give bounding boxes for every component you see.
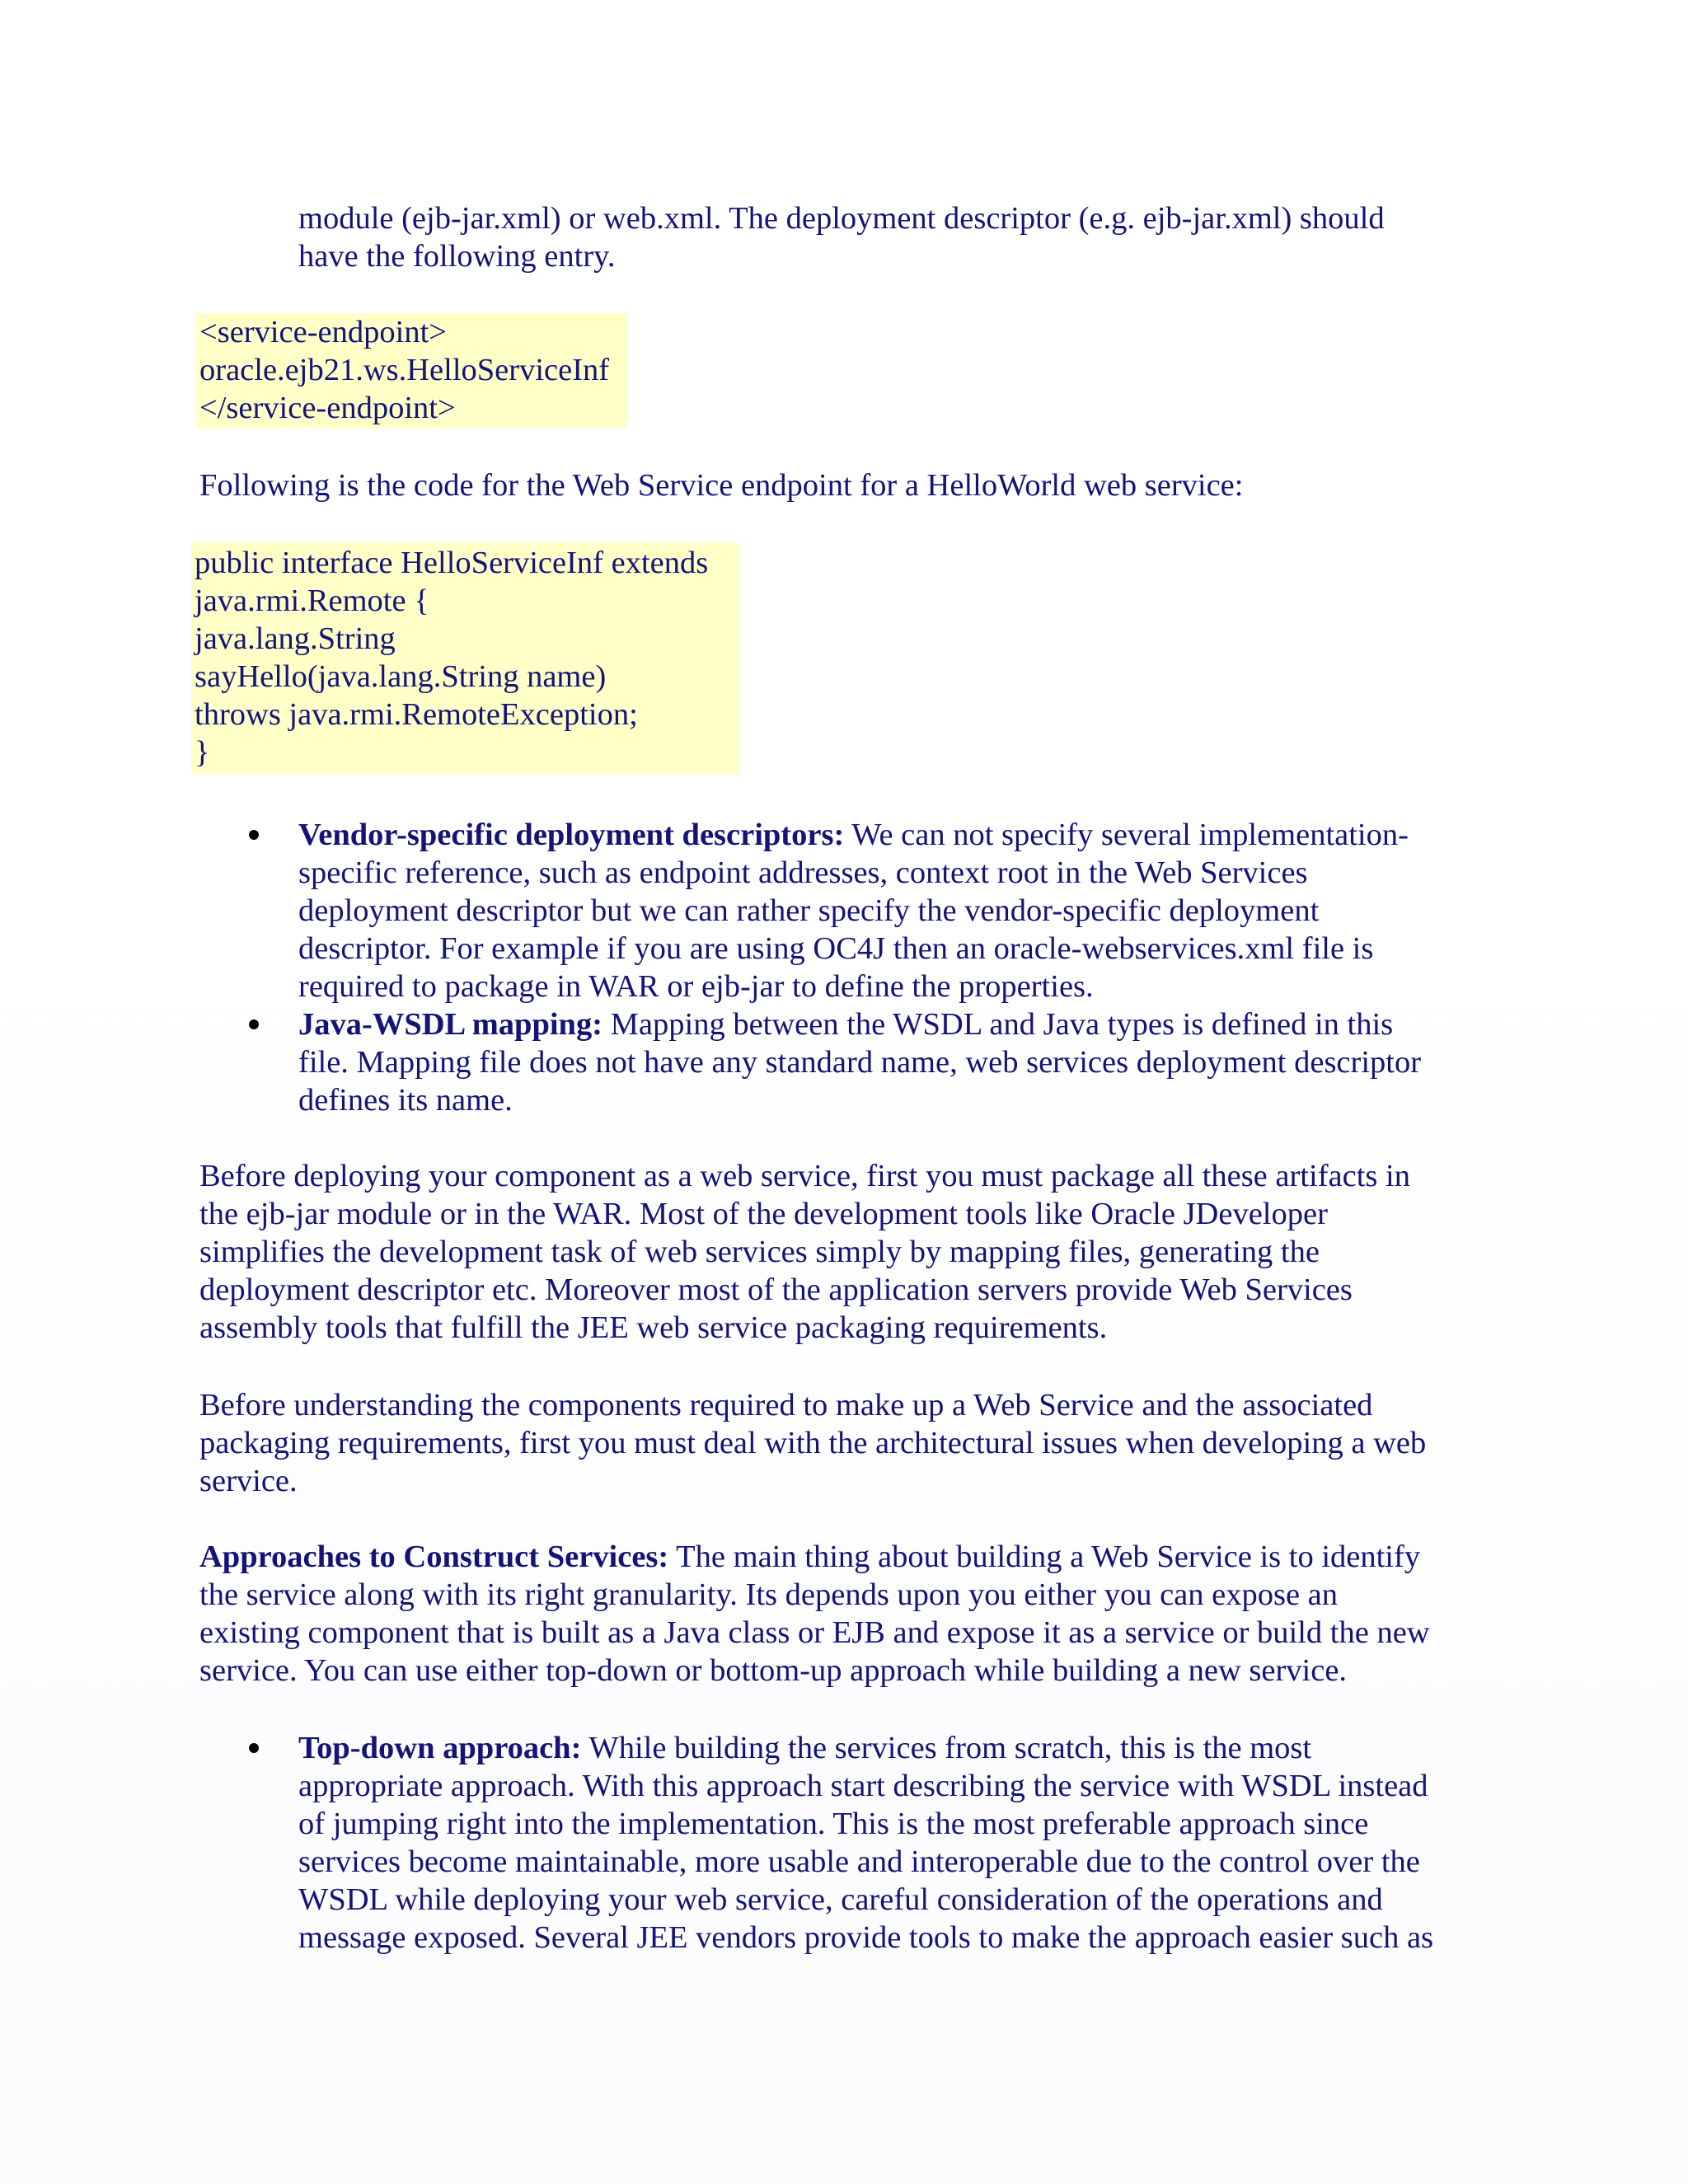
code-line: throws java.rmi.RemoteException; <box>195 697 638 732</box>
paragraph-line: deployment descriptor etc. Moreover most of the application servers provide Web Services <box>199 1272 1353 1307</box>
code-line: oracle.ejb21.ws.HelloServiceInf <box>199 353 610 387</box>
bullet-term: Top-down approach: <box>298 1731 582 1765</box>
bullet-first-line <box>298 816 1409 854</box>
paragraph-following: Following is the code for the Web Service endpoint for a HelloWorld web service: <box>199 468 1244 503</box>
code-line: <service-endpoint> <box>199 315 447 349</box>
bullet-line: deployment descriptor but we can rather specify the vendor-specific deployment <box>298 893 1320 928</box>
bullet-text: We can not specify several implementation- <box>844 818 1409 852</box>
paragraph-text: The main thing about building a Web Service is to identify <box>668 1540 1421 1574</box>
bullet-term: Vendor-specific deployment descriptors: <box>298 818 845 852</box>
bullet-line: descriptor. For example if you are using OC4J then an oracle-webservices.xml file is <box>298 931 1374 966</box>
bullet-line: appropriate approach. With this approach start describing the service with WSDL instead <box>298 1769 1428 1803</box>
bullet-line: required to package in WAR or ejb-jar to define the properties. <box>298 969 1094 1004</box>
bullet-line: of jumping right into the implementation. This is the most preferable approach since <box>298 1807 1369 1841</box>
paragraph-term: Approaches to Construct Services: <box>199 1540 669 1574</box>
bullet-text: Mapping between the WSDL and Java types is defined in this <box>603 1007 1394 1042</box>
code-line: } <box>195 735 210 770</box>
paragraph-line: Before understanding the components required to make up a Web Service and the associated <box>199 1388 1373 1422</box>
paragraph-line: service. <box>199 1464 298 1498</box>
bullet-icon <box>249 1019 259 1029</box>
code-line: </service-endpoint> <box>199 391 456 425</box>
intro-line: have the following entry. <box>298 239 616 274</box>
bullet-first-line <box>298 1005 1393 1043</box>
paragraph-line: Before deploying your component as a web service, first you must package all these artifacts in <box>199 1159 1410 1193</box>
bullet-term: Java-WSDL mapping: <box>298 1007 603 1042</box>
paragraph-line: service. You can use either top-down or bottom-up approach while building a new service. <box>199 1653 1348 1688</box>
bullet-text: While building the services from scratch, this is the most <box>581 1731 1312 1765</box>
bullet-line: file. Mapping file does not have any standard name, web services deployment descriptor <box>298 1045 1422 1080</box>
bullet-line: message exposed. Several JEE vendors provide tools to make the approach easier such as <box>298 1920 1434 1955</box>
paragraph-first-line <box>199 1538 1420 1576</box>
bullet-icon <box>249 830 259 840</box>
code-line: public interface HelloServiceInf extends <box>195 546 709 580</box>
intro-line: module (ejb-jar.xml) or web.xml. The deployment descriptor (e.g. ejb-jar.xml) should <box>298 201 1385 236</box>
paragraph-line: assembly tools that fulfill the JEE web service packaging requirements. <box>199 1310 1108 1345</box>
bullet-line: services become maintainable, more usable and interoperable due to the control over the <box>298 1844 1420 1879</box>
paragraph-line: simplifies the development task of web services simply by mapping files, generating the <box>199 1235 1320 1269</box>
paragraph-line: the service along with its right granularity. Its depends upon you either you can expose an <box>199 1577 1338 1612</box>
code-line: java.lang.String <box>195 621 396 656</box>
bullet-first-line <box>298 1729 1311 1767</box>
bullet-icon <box>249 1743 259 1753</box>
code-line: java.rmi.Remote { <box>195 583 429 618</box>
bullet-line: WSDL while deploying your web service, careful consideration of the operations and <box>298 1882 1383 1917</box>
code-line: sayHello(java.lang.String name) <box>195 659 607 694</box>
paragraph-line: existing component that is built as a Java class or EJB and expose it as a service or build the new <box>199 1615 1430 1650</box>
bullet-line: specific reference, such as endpoint addresses, context root in the Web Services <box>298 855 1308 890</box>
bullet-line: defines its name. <box>298 1083 513 1118</box>
paragraph-line: the ejb-jar module or in the WAR. Most of the development tools like Oracle JDeveloper <box>199 1197 1328 1231</box>
paragraph-line: packaging requirements, first you must deal with the architectural issues when developing a web <box>199 1426 1427 1460</box>
